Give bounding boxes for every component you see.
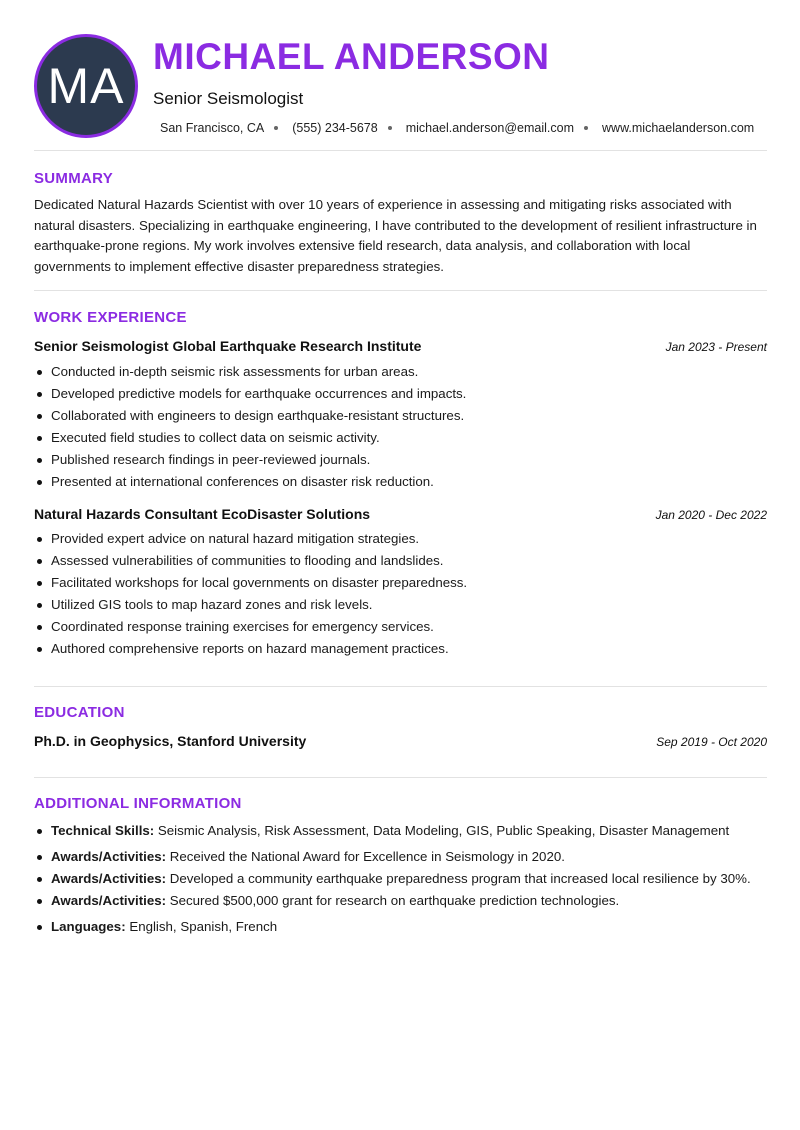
job-header: [34, 506, 767, 526]
additional-list: [34, 820, 767, 938]
separator-dot: [274, 126, 278, 130]
contact-website[interactable]: www.michaelanderson.com: [602, 121, 755, 135]
job-title: Natural Hazards Consultant EcoDisaster Solutions: [34, 506, 371, 522]
experience-heading: WORK EXPERIENCE: [34, 309, 187, 326]
education-heading: EDUCATION: [34, 704, 125, 721]
separator-dot: [388, 126, 392, 130]
additional-heading: ADDITIONAL INFORMATION: [34, 795, 242, 812]
list-item: Coordinated response training exercises for emergency services.: [34, 616, 767, 638]
avatar: [34, 34, 138, 138]
list-item: [34, 846, 767, 868]
contact-email[interactable]: michael.anderson@email.com: [405, 121, 575, 135]
list-item: Authored comprehensive reports on hazard management practices.: [34, 638, 767, 660]
list-item: Utilized GIS tools to map hazard zones and risk levels.: [34, 594, 767, 616]
contact-phone: (555) 234-5678: [292, 121, 378, 135]
degree: Ph.D. in Geophysics, Stanford University: [34, 733, 307, 749]
job-bullets: [34, 361, 767, 493]
list-item: Conducted in-depth seismic risk assessments for urban areas.: [34, 361, 767, 383]
list-item: [34, 868, 767, 890]
job-header: [34, 338, 767, 358]
separator-dot: [584, 126, 588, 130]
item-label: Awards/Activities:: [51, 871, 167, 886]
job-bullets: [34, 528, 767, 660]
item-text: Seismic Analysis, Risk Assessment, Data Modeling, GIS, Public Speaking, Disaster Management: [154, 823, 730, 838]
resume-page: [34, 0, 767, 1130]
item-text: Secured $500,000 grant for research on earthquake prediction technologies.: [166, 893, 620, 908]
item-label: Awards/Activities:: [51, 849, 167, 864]
list-item: Provided expert advice on natural hazard mitigation strategies.: [34, 528, 767, 550]
job-title: Senior Seismologist Global Earthquake Research Institute: [34, 338, 422, 354]
list-item: Facilitated workshops for local governments on disaster preparedness.: [34, 572, 767, 594]
item-text: Received the National Award for Excellence in Seismology in 2020.: [166, 849, 565, 864]
list-item: Collaborated with engineers to design earthquake-resistant structures.: [34, 405, 767, 427]
candidate-title: Senior Seismologist: [153, 89, 304, 108]
education-date: Sep 2019 - Oct 2020: [656, 735, 767, 749]
item-text: English, Spanish, French: [125, 919, 278, 934]
avatar-initials: MA: [47, 58, 125, 114]
list-item: Published research findings in peer-reviewed journals.: [34, 449, 767, 471]
divider: [34, 686, 767, 687]
list-item: [34, 890, 767, 912]
summary-heading: SUMMARY: [34, 170, 114, 187]
list-item: Developed predictive models for earthquake occurrences and impacts.: [34, 383, 767, 405]
item-text: Developed a community earthquake preparedness program that increased local resilience by 30%.: [166, 871, 751, 886]
list-item: [34, 916, 767, 938]
summary-text: Dedicated Natural Hazards Scientist with over 10 years of experience in assessing and mitigating risks associated with natural disasters. Specializing in earthquake engineering, I have contributed to the development of resilient infrastructure in earthquake-prone regions. My work involves extensive field research, data analysis, and collaboration with local governments to implement effective disaster preparedness strategies.: [34, 197, 757, 274]
contact-bar: [160, 121, 754, 135]
list-item: [34, 820, 767, 842]
job-date: Jan 2020 - Dec 2022: [655, 508, 767, 522]
item-label: Awards/Activities:: [51, 893, 167, 908]
candidate-name: MICHAEL ANDERSON: [153, 36, 550, 77]
education-entry: [34, 733, 767, 753]
contact-location: San Francisco, CA: [160, 121, 265, 135]
divider: [34, 290, 767, 291]
divider: [34, 150, 767, 151]
list-item: Executed field studies to collect data on seismic activity.: [34, 427, 767, 449]
list-item: Assessed vulnerabilities of communities to flooding and landslides.: [34, 550, 767, 572]
item-label: Languages:: [51, 919, 126, 934]
job-date: Jan 2023 - Present: [665, 340, 767, 354]
item-label: Technical Skills:: [51, 823, 155, 838]
list-item: Presented at international conferences on disaster risk reduction.: [34, 471, 767, 493]
divider: [34, 777, 767, 778]
